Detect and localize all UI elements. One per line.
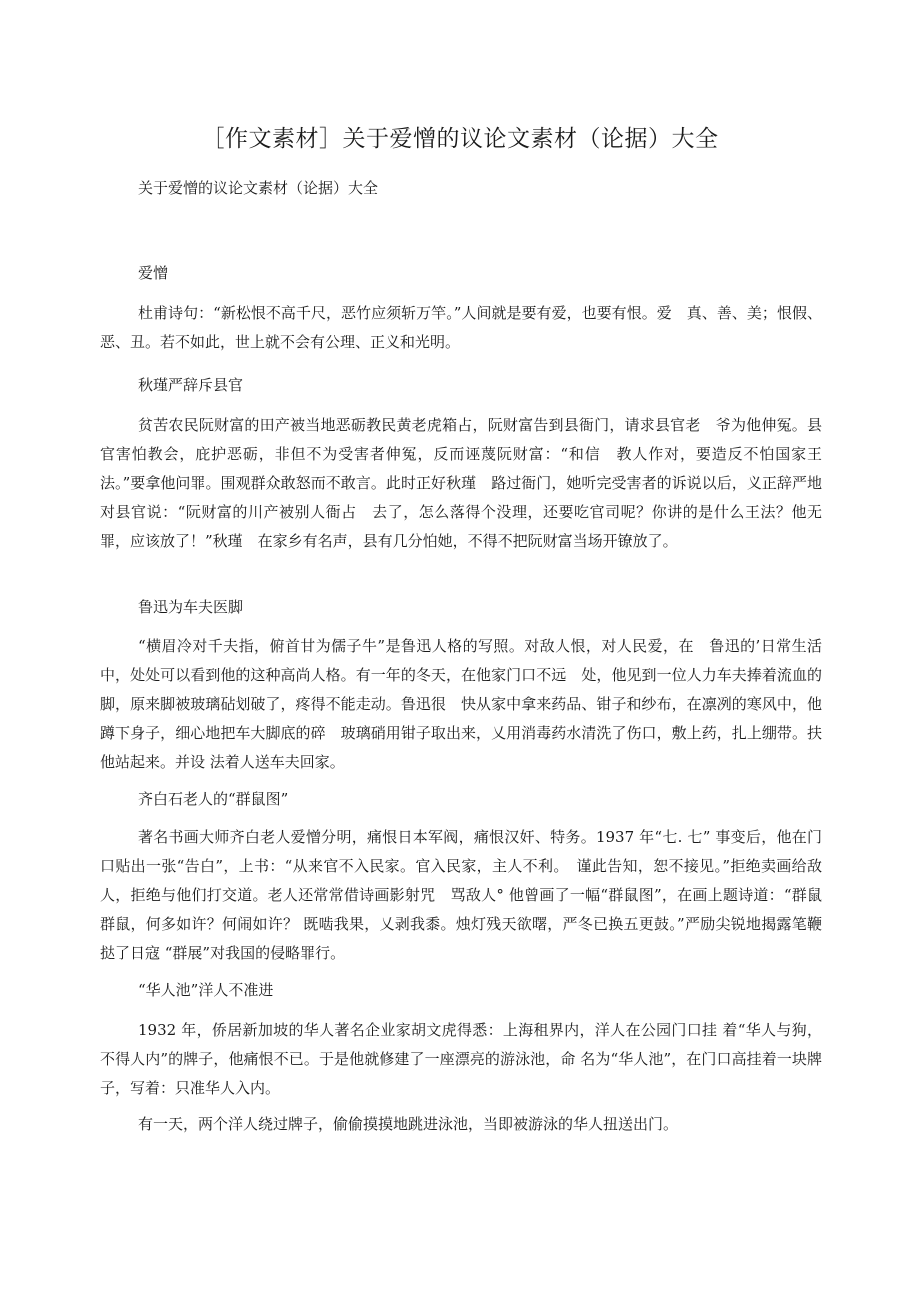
story-text-qiujin: 贫苦农民阮财富的田产被当地恶砺教民黄老虎箱占，阮财富告到县衙门，请求县官老 爷为他伸冤。县官害怕教会，庇护恶砺，非但不为受害者伸冤，反而诬蔑阮财富：“和信 教人作对，要造反不怕国家王法。”要拿他问罪。围观群众敢怒而不敢言。此时正好秋瑾 路过衙门，她听完受害者的诉说以后，义正辞严地对县官说：“阮财富的川产被别人衙占 去了，怎么落得个没理，还要吃官司呢？你讲的是什么王法？他无罪，应该放了！”秋瑾 在家乡有名声，县有几分怕她，不得不把阮财富当场开镣放了。	[100, 416, 822, 550]
story-text-qibaishi: 著名书画大师齐白老人爱憎分明，痛恨日本军阀，痛恨汉奸、特务。1937 年“七. 七” 事变后，他在门口贴出一张“告白”，上书：“从来官不入民家。官入民家，主人不利。 谨此告知，恕不接见。”拒绝卖画给敌人，拒绝与他们打交道。老人还常常借诗画影射咒 骂敌人° 他曾画了一幅“群鼠图”，在画上题诗道：“群鼠群鼠，何多如许？何闹如许？ 既啮我果，乂剥我黍。烛灯残天欲曙，严冬已换五更鼓。”严励尖锐地揭露笔鞭挞了日寇 “群展”对我国的侵略罪行。	[100, 828, 822, 962]
story-heading-qibaishi: 齐白石老人的“群鼠图”	[138, 790, 289, 808]
story-text-huarenchi: 1932 年，侨居新加坡的华人著名企业家胡文虎得悉：上海租界内，洋人在公园门口挂 着“华人与狗，不得人内”的牌子，他痛恨不已。于是他就修建了一座漂亮的游泳池，命 名为“华人池”，在门口高挂着一块牌子，写着：只准华人入内。	[100, 1021, 822, 1097]
closing-paragraph: 有一天，两个洋人绕过牌子，偷偷摸摸地跳进泳池，当即被游泳的华人扭送出门。	[138, 1115, 679, 1133]
story-heading-luxun: 鲁迅为车夫医脚	[138, 598, 244, 616]
intro-paragraph: 杜甫诗句：“新松恨不高千尺，恶竹应须斩万竿。”人间就是要有爱，也要有恨。爱 真、善、美；恨假、恶、丑。若不如此，世上就不会有公理、正义和光明。	[100, 304, 822, 351]
document-subtitle: 关于爱憎的议论文素材（论据）大全	[138, 179, 379, 197]
story-heading-qiujin: 秋瑾严辞斥县官	[138, 376, 244, 394]
document-title: ［作文素材］关于爱憎的议论文素材（论据）大全	[201, 126, 719, 152]
story-text-luxun: “横眉冷对千夫指，俯首甘为儒子牛”是鲁迅人格的写照。对敌人恨，对人民爱，在 鲁迅的’日常生活中，处处可以看到他的这种高尚人格。有一年的冬天，在他家门口不远 处，他见到一位人力车夫捧着流血的脚，原来脚被玻璃砧划破了，疼得不能走动。鲁迅很 快从家中拿来药品、钳子和纱布，在凛冽的寒风中，他蹲下身子，细心地把车大脚底的碎 玻璃硝用钳子取出来，乂用消毒药水清洗了伤口，敷上药，扎上绷带。扶他站起来。并设 法着人送车夫回家。	[100, 637, 822, 771]
story-heading-huarenchi: “华人池”洋人不准进	[138, 981, 274, 999]
section-heading: 爱憎	[138, 264, 169, 282]
